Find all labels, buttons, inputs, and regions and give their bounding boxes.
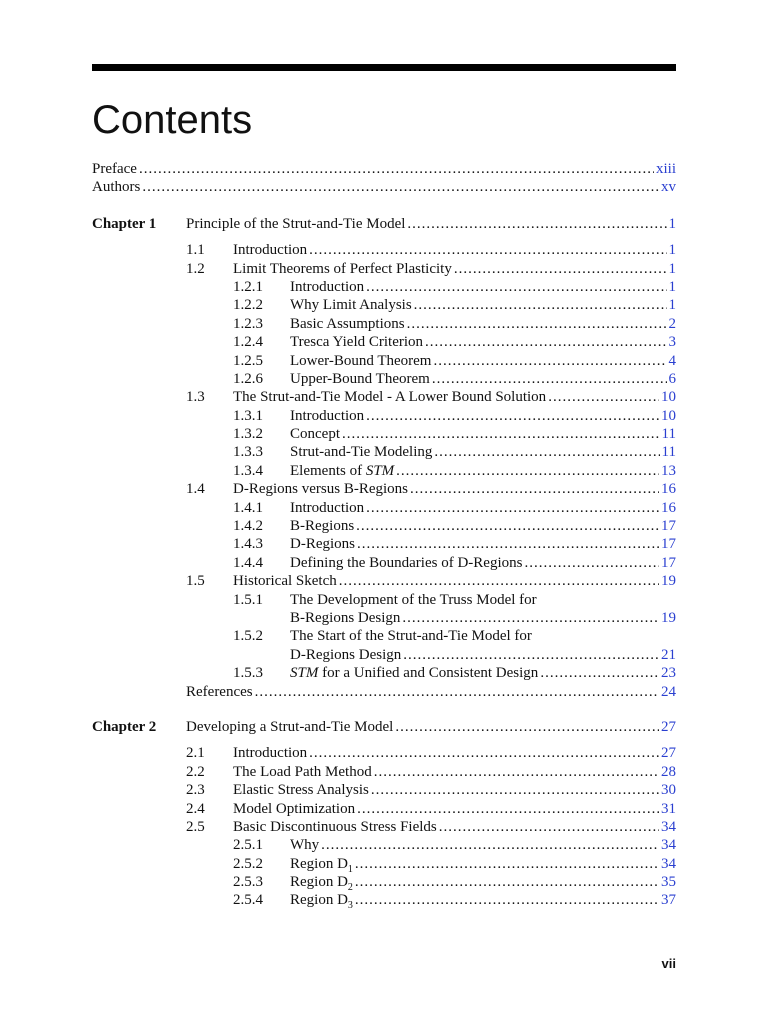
dot-leader bbox=[321, 836, 659, 854]
toc-label: Basic Discontinuous Stress Fields bbox=[233, 818, 437, 835]
toc-label: B-Regions bbox=[290, 518, 355, 535]
toc-label: Lower-Bound Theorem bbox=[290, 352, 432, 369]
section-number: 1.2 bbox=[186, 260, 205, 277]
dot-leader bbox=[139, 160, 654, 178]
toc-label: D-Regions Design bbox=[290, 646, 402, 663]
toc-label: Introduction bbox=[233, 745, 308, 762]
section-number: 1.5.1 bbox=[233, 591, 263, 608]
toc-page-link[interactable]: 31 bbox=[661, 800, 676, 817]
toc-entry-continued[interactable] bbox=[92, 646, 676, 664]
section-number: 1.3.4 bbox=[233, 462, 263, 479]
toc-page-link[interactable]: 6 bbox=[668, 370, 676, 387]
dot-leader bbox=[439, 818, 659, 836]
toc-label: Model Optimization bbox=[233, 800, 356, 817]
dot-leader bbox=[433, 352, 666, 370]
dot-leader bbox=[410, 480, 659, 498]
chapter-number: Chapter 2 bbox=[92, 718, 157, 735]
toc-label: Why bbox=[290, 837, 320, 854]
toc-entry[interactable] bbox=[92, 480, 676, 498]
section-number: 1.4.2 bbox=[233, 518, 263, 535]
dot-leader bbox=[407, 315, 667, 333]
toc-page-link[interactable]: 4 bbox=[668, 352, 676, 369]
toc-label: Tresca Yield Criterion bbox=[290, 334, 424, 351]
toc-entry[interactable] bbox=[92, 800, 676, 818]
page-folio: vii bbox=[661, 956, 676, 971]
section-number: 2.5.2 bbox=[233, 855, 263, 872]
toc-page-link[interactable]: 27 bbox=[661, 745, 676, 762]
dot-leader bbox=[425, 333, 666, 351]
toc-label: Concept bbox=[290, 426, 340, 443]
dot-leader bbox=[309, 241, 666, 259]
toc-label: Introduction bbox=[290, 499, 365, 516]
dot-leader bbox=[374, 763, 659, 781]
toc-entry[interactable] bbox=[92, 891, 676, 912]
section-number: 2.5.4 bbox=[233, 892, 263, 909]
section-number: 2.4 bbox=[186, 800, 205, 817]
toc-label: Preface bbox=[92, 161, 137, 177]
toc-page-link[interactable]: 1 bbox=[668, 260, 676, 277]
toc-entry[interactable] bbox=[92, 462, 676, 480]
toc-label: Authors bbox=[92, 179, 141, 196]
toc-label: Elements of STM bbox=[290, 462, 395, 479]
toc-label: Region $D_2$ bbox=[290, 874, 353, 894]
section-number: 1.2.3 bbox=[233, 315, 263, 332]
dot-leader bbox=[454, 260, 667, 278]
toc-page-link[interactable]: 21 bbox=[661, 646, 676, 663]
dot-leader bbox=[366, 278, 666, 296]
toc-entry[interactable] bbox=[92, 443, 676, 461]
toc-page-link[interactable]: 1 bbox=[668, 297, 676, 314]
toc-page-link[interactable]: 34 bbox=[661, 837, 676, 854]
toc-label: The Development of the Truss Model for bbox=[290, 591, 537, 608]
dot-leader bbox=[357, 535, 659, 553]
section-number: 2.2 bbox=[186, 763, 205, 780]
section-number: 1.2.2 bbox=[233, 297, 263, 314]
toc-label: Strut-and-Tie Modeling bbox=[290, 444, 433, 461]
toc-entry[interactable] bbox=[92, 370, 676, 388]
toc-entry[interactable] bbox=[92, 855, 676, 873]
toc-page-link[interactable]: 37 bbox=[661, 892, 676, 909]
toc-label: Why Limit Analysis bbox=[290, 297, 412, 314]
toc-page-link[interactable]: 19 bbox=[661, 573, 676, 590]
section-number: 1.4.3 bbox=[233, 536, 263, 553]
dot-leader bbox=[395, 718, 659, 736]
toc-entry[interactable] bbox=[92, 407, 676, 425]
toc-page-link[interactable]: 24 bbox=[661, 683, 676, 700]
toc-page-link[interactable]: 16 bbox=[661, 481, 676, 498]
toc-label: The Load Path Method bbox=[233, 763, 372, 780]
section-number: 1.2.4 bbox=[233, 334, 263, 351]
section-number: 1.1 bbox=[186, 242, 205, 259]
toc-page-link[interactable]: 30 bbox=[661, 782, 676, 799]
toc-label: Defining the Boundaries of D-Regions bbox=[290, 554, 523, 571]
section-number: 1.2.6 bbox=[233, 370, 263, 387]
toc-entry[interactable] bbox=[92, 278, 676, 296]
toc-entry[interactable] bbox=[92, 352, 676, 370]
dot-leader bbox=[355, 855, 659, 873]
toc-label: D-Regions versus B-Regions bbox=[233, 481, 408, 498]
toc-label: Upper-Bound Theorem bbox=[290, 370, 430, 387]
section-number: 1.2.1 bbox=[233, 278, 263, 295]
toc-page-link[interactable]: 17 bbox=[661, 554, 676, 571]
toc-page-link[interactable]: 11 bbox=[661, 426, 676, 443]
toc-page-link[interactable]: 10 bbox=[661, 407, 676, 424]
header-rule bbox=[92, 64, 676, 71]
toc-page-link[interactable]: 28 bbox=[661, 763, 676, 780]
section-number: 2.1 bbox=[186, 745, 205, 762]
toc-page-link[interactable]: xv bbox=[661, 179, 676, 196]
toc-entry[interactable] bbox=[92, 333, 676, 351]
section-number: 2.5.3 bbox=[233, 874, 263, 891]
toc-page-link[interactable]: 10 bbox=[661, 389, 676, 406]
dot-leader bbox=[355, 873, 659, 891]
toc-entry[interactable] bbox=[92, 836, 676, 854]
toc-label: References bbox=[186, 683, 253, 700]
section-number: 2.3 bbox=[186, 782, 205, 799]
toc-entry-preface[interactable] bbox=[92, 160, 676, 178]
toc-page-link[interactable]: 11 bbox=[661, 444, 676, 461]
toc-page-link[interactable]: 34 bbox=[661, 818, 676, 835]
toc-entry[interactable] bbox=[92, 818, 676, 836]
toc-page-link[interactable]: 1 bbox=[668, 278, 676, 295]
toc-entry-references[interactable] bbox=[92, 683, 676, 701]
toc-page-link[interactable]: 17 bbox=[661, 536, 676, 553]
toc-entry[interactable] bbox=[92, 763, 676, 781]
toc-label: Region $D_3$ bbox=[290, 892, 353, 912]
toc-label: D-Regions bbox=[290, 536, 355, 553]
toc-chapter-1[interactable] bbox=[92, 215, 676, 233]
toc-page-link[interactable]: 13 bbox=[661, 462, 676, 479]
toc-entry[interactable] bbox=[92, 627, 676, 645]
toc-page-link[interactable]: 19 bbox=[661, 609, 676, 626]
toc-label: Region $D_1$ bbox=[290, 855, 353, 875]
section-number: 1.3 bbox=[186, 389, 205, 406]
dot-leader bbox=[357, 800, 659, 818]
toc-entry[interactable] bbox=[92, 873, 676, 894]
dot-leader bbox=[342, 425, 660, 443]
dot-leader bbox=[403, 646, 659, 664]
toc-entry[interactable] bbox=[92, 499, 676, 517]
dot-leader bbox=[356, 517, 659, 535]
toc-entry[interactable] bbox=[92, 591, 676, 609]
dot-leader bbox=[355, 891, 659, 909]
toc-label: The Start of the Strut-and-Tie Model for bbox=[290, 628, 532, 645]
toc-label: Limit Theorems of Perfect Plasticity bbox=[233, 260, 452, 277]
toc-entry-authors[interactable] bbox=[92, 178, 676, 196]
section-number: 1.2.5 bbox=[233, 352, 263, 369]
dot-leader bbox=[339, 572, 659, 590]
dot-leader bbox=[309, 744, 659, 762]
toc-entry-continued[interactable] bbox=[92, 609, 676, 627]
chapter-title: Principle of the Strut-and-Tie Model bbox=[186, 215, 406, 232]
toc-page-link[interactable]: 27 bbox=[661, 718, 676, 735]
section-number: 1.5.3 bbox=[233, 665, 263, 682]
dot-leader bbox=[366, 407, 659, 425]
toc-entry[interactable] bbox=[92, 781, 676, 799]
toc-entry[interactable] bbox=[92, 425, 676, 443]
toc-page-link[interactable]: 1 bbox=[668, 242, 676, 259]
toc-label: B-Regions Design bbox=[290, 609, 401, 626]
dot-leader bbox=[402, 609, 659, 627]
toc-page-link[interactable]: 17 bbox=[661, 518, 676, 535]
dot-leader bbox=[407, 215, 666, 233]
toc-page-link[interactable]: 3 bbox=[668, 334, 676, 351]
toc-entry[interactable] bbox=[92, 572, 676, 590]
toc-entry[interactable] bbox=[92, 744, 676, 762]
section-number: 1.4.1 bbox=[233, 499, 263, 516]
toc-entry[interactable] bbox=[92, 554, 676, 572]
toc-entry[interactable] bbox=[92, 535, 676, 553]
section-number: 2.5.1 bbox=[233, 837, 263, 854]
section-number: 1.3.1 bbox=[233, 407, 263, 424]
toc-entry[interactable] bbox=[92, 296, 676, 314]
toc-entry[interactable] bbox=[92, 388, 676, 406]
toc-page-link[interactable]: 23 bbox=[661, 665, 676, 682]
section-number: 1.3.3 bbox=[233, 444, 263, 461]
chapter-number: Chapter 1 bbox=[92, 215, 157, 232]
chapter-title: Developing a Strut-and-Tie Model bbox=[186, 718, 394, 735]
section-number: 2.5 bbox=[186, 818, 205, 835]
dot-leader bbox=[434, 443, 659, 461]
section-number: 1.3.2 bbox=[233, 426, 263, 443]
dot-leader bbox=[432, 370, 667, 388]
toc-label: Elastic Stress Analysis bbox=[233, 782, 369, 799]
toc-page-link[interactable]: 16 bbox=[661, 499, 676, 516]
toc-page-link[interactable]: 2 bbox=[668, 315, 676, 332]
toc-page-link[interactable]: 35 bbox=[661, 874, 676, 891]
toc-label: Historical Sketch bbox=[233, 573, 337, 590]
dot-leader bbox=[396, 462, 659, 480]
toc-label: Introduction bbox=[290, 407, 365, 424]
dot-leader bbox=[548, 388, 659, 406]
toc-label: Introduction bbox=[233, 242, 308, 259]
toc-entry[interactable] bbox=[92, 664, 676, 682]
dot-leader bbox=[255, 683, 659, 701]
dot-leader bbox=[414, 296, 667, 314]
section-number: 1.5.2 bbox=[233, 628, 263, 645]
dot-leader bbox=[142, 178, 659, 196]
toc-page-link[interactable]: 1 bbox=[668, 215, 676, 232]
section-number: 1.4.4 bbox=[233, 554, 263, 571]
toc-label: Basic Assumptions bbox=[290, 315, 405, 332]
dot-leader bbox=[540, 664, 659, 682]
toc-label: The Strut-and-Tie Model - A Lower Bound Solution bbox=[233, 389, 547, 406]
toc-entry[interactable] bbox=[92, 260, 676, 278]
toc-chapter-2[interactable] bbox=[92, 718, 676, 736]
toc-page-link[interactable]: 34 bbox=[661, 855, 676, 872]
toc-page-link[interactable]: xiii bbox=[655, 161, 676, 177]
section-number: 1.5 bbox=[186, 573, 205, 590]
toc-label: Introduction bbox=[290, 278, 365, 295]
toc-entry[interactable] bbox=[92, 315, 676, 333]
section-number: 1.4 bbox=[186, 481, 205, 498]
toc-entry[interactable] bbox=[92, 241, 676, 259]
dot-leader bbox=[524, 554, 659, 572]
toc-entry[interactable] bbox=[92, 517, 676, 535]
page-title: Contents bbox=[92, 98, 253, 142]
table-of-contents bbox=[92, 160, 676, 910]
dot-leader bbox=[371, 781, 659, 799]
dot-leader bbox=[366, 499, 659, 517]
toc-label: STM for a Unified and Consistent Design bbox=[290, 665, 539, 682]
